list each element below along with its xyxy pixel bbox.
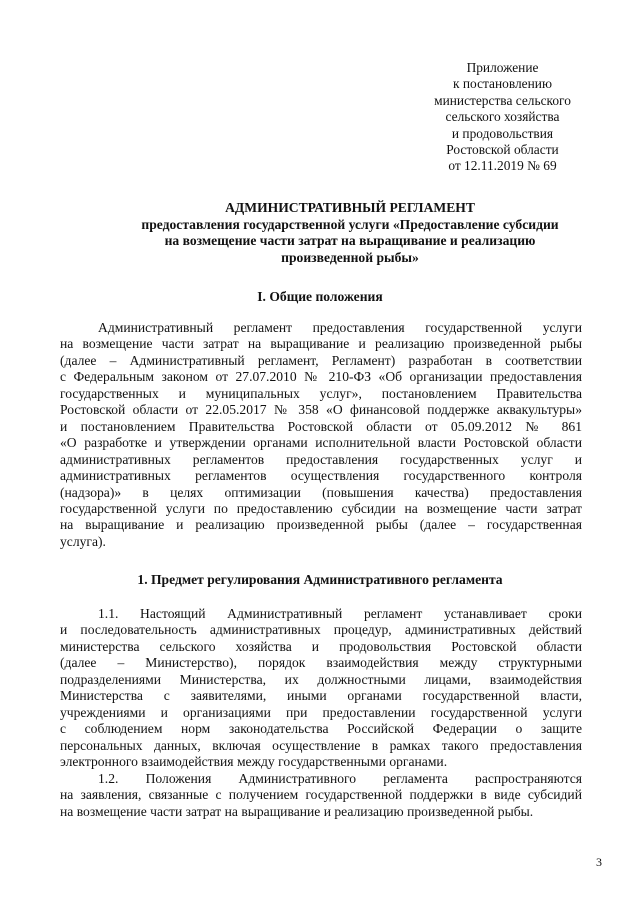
text-line: электронного взаимодействия между государственными органами. xyxy=(60,754,448,770)
text-line: (надзора)» в целях оптимизации (повышения качества) предоставления xyxy=(60,484,582,500)
text-line: 1.2. Положения Административного регламента распространяются xyxy=(98,771,582,786)
text-line: с Федеральным законом от 27.07.2010 № 210-ФЗ «Об организации предоставления xyxy=(60,369,582,385)
title-line: произведенной рыбы» xyxy=(281,249,419,265)
text-line: «О разработке и утверждении органами исполнительной власти Ростовской области xyxy=(60,435,582,451)
text-line: и постановлением Правительства Ростовской области от 05.09.2012 № 861 xyxy=(60,418,582,434)
text-line: Административный регламент предоставления государственной услуги xyxy=(98,320,582,335)
text-line: государственной услуги по предоставлению субсидии на возмещение части затрат xyxy=(60,500,582,516)
approval-line: министерства сельского xyxy=(434,92,571,108)
clause-1-2-paragraph xyxy=(60,771,582,820)
text-line: учреждениями и организациями при предоставлении государственной услуги xyxy=(60,704,582,720)
text-line: подразделениями Министерства, их должностными лицами, взаимодействия xyxy=(60,671,582,687)
approval-line: и продовольствия xyxy=(451,125,554,141)
text-line: услуга). xyxy=(60,533,106,549)
approval-line: сельского хозяйства xyxy=(445,109,560,125)
text-line: (далее – Министерство), порядок взаимодействия между структурными xyxy=(60,655,582,671)
text-line: государственных и муниципальных услуг», постановлением Правительства xyxy=(60,385,582,401)
text-line: на выращивание и реализацию произведенной рыбы (далее – государственная xyxy=(60,517,582,533)
text-line: и последовательность административных процедур, административных действий xyxy=(60,622,582,638)
general-provisions-paragraph xyxy=(60,320,582,550)
title-line: на возмещение части затрат на выращивание и реализацию xyxy=(164,233,536,249)
text-line: на возмещение части затрат на выращивание и реализацию произведенной рыбы. xyxy=(60,803,534,819)
text-line: на возмещение части затрат на выращивание и реализацию произведенной рыбы xyxy=(60,336,582,352)
text-line: на заявления, связанные с получением государственной поддержки в виде субсидий xyxy=(60,787,582,803)
text-line: 1.1. Настоящий Административный регламент устанавливает сроки xyxy=(98,606,582,621)
text-line: (далее – Административный регламент, Регламент) разработан в соответствии xyxy=(60,352,582,368)
title-line: АДМИНИСТРАТИВНЫЙ РЕГЛАМЕНТ xyxy=(225,200,475,215)
section-heading: I. Общие положения xyxy=(257,289,383,304)
approval-line: Ростовской области xyxy=(446,142,559,158)
document-title xyxy=(70,200,630,266)
approval-line: от 12.11.2019 № 69 xyxy=(448,158,557,174)
text-line: персональных данных, включая осуществление в рамках такого предоставления xyxy=(60,737,582,753)
approval-line: к постановлению xyxy=(453,76,552,92)
subsection-heading: 1. Предмет регулирования Административного регламента xyxy=(137,572,503,587)
clause-1-1-paragraph xyxy=(60,606,582,771)
text-line: министерства сельского хозяйства и продовольствия Ростовской области xyxy=(60,638,582,654)
text-line: административных регламентов осуществления государственного контроля xyxy=(60,468,582,484)
approval-line: Приложение xyxy=(466,60,539,75)
text-line: Министерства с заявителями, иными органами государственной власти, xyxy=(60,688,582,704)
text-line: с соблюдением норм законодательства Российской Федерации о защите xyxy=(60,721,582,737)
page-number: 3 xyxy=(596,855,602,869)
text-line: Ростовской области от 22.05.2017 № 358 «О финансовой поддержке аквакультуры» xyxy=(60,402,582,418)
approval-stamp xyxy=(395,60,610,175)
text-line: административных регламентов предоставления государственных услуг и xyxy=(60,451,582,467)
title-line: предоставления государственной услуги «Предоставление субсидии xyxy=(141,216,559,232)
